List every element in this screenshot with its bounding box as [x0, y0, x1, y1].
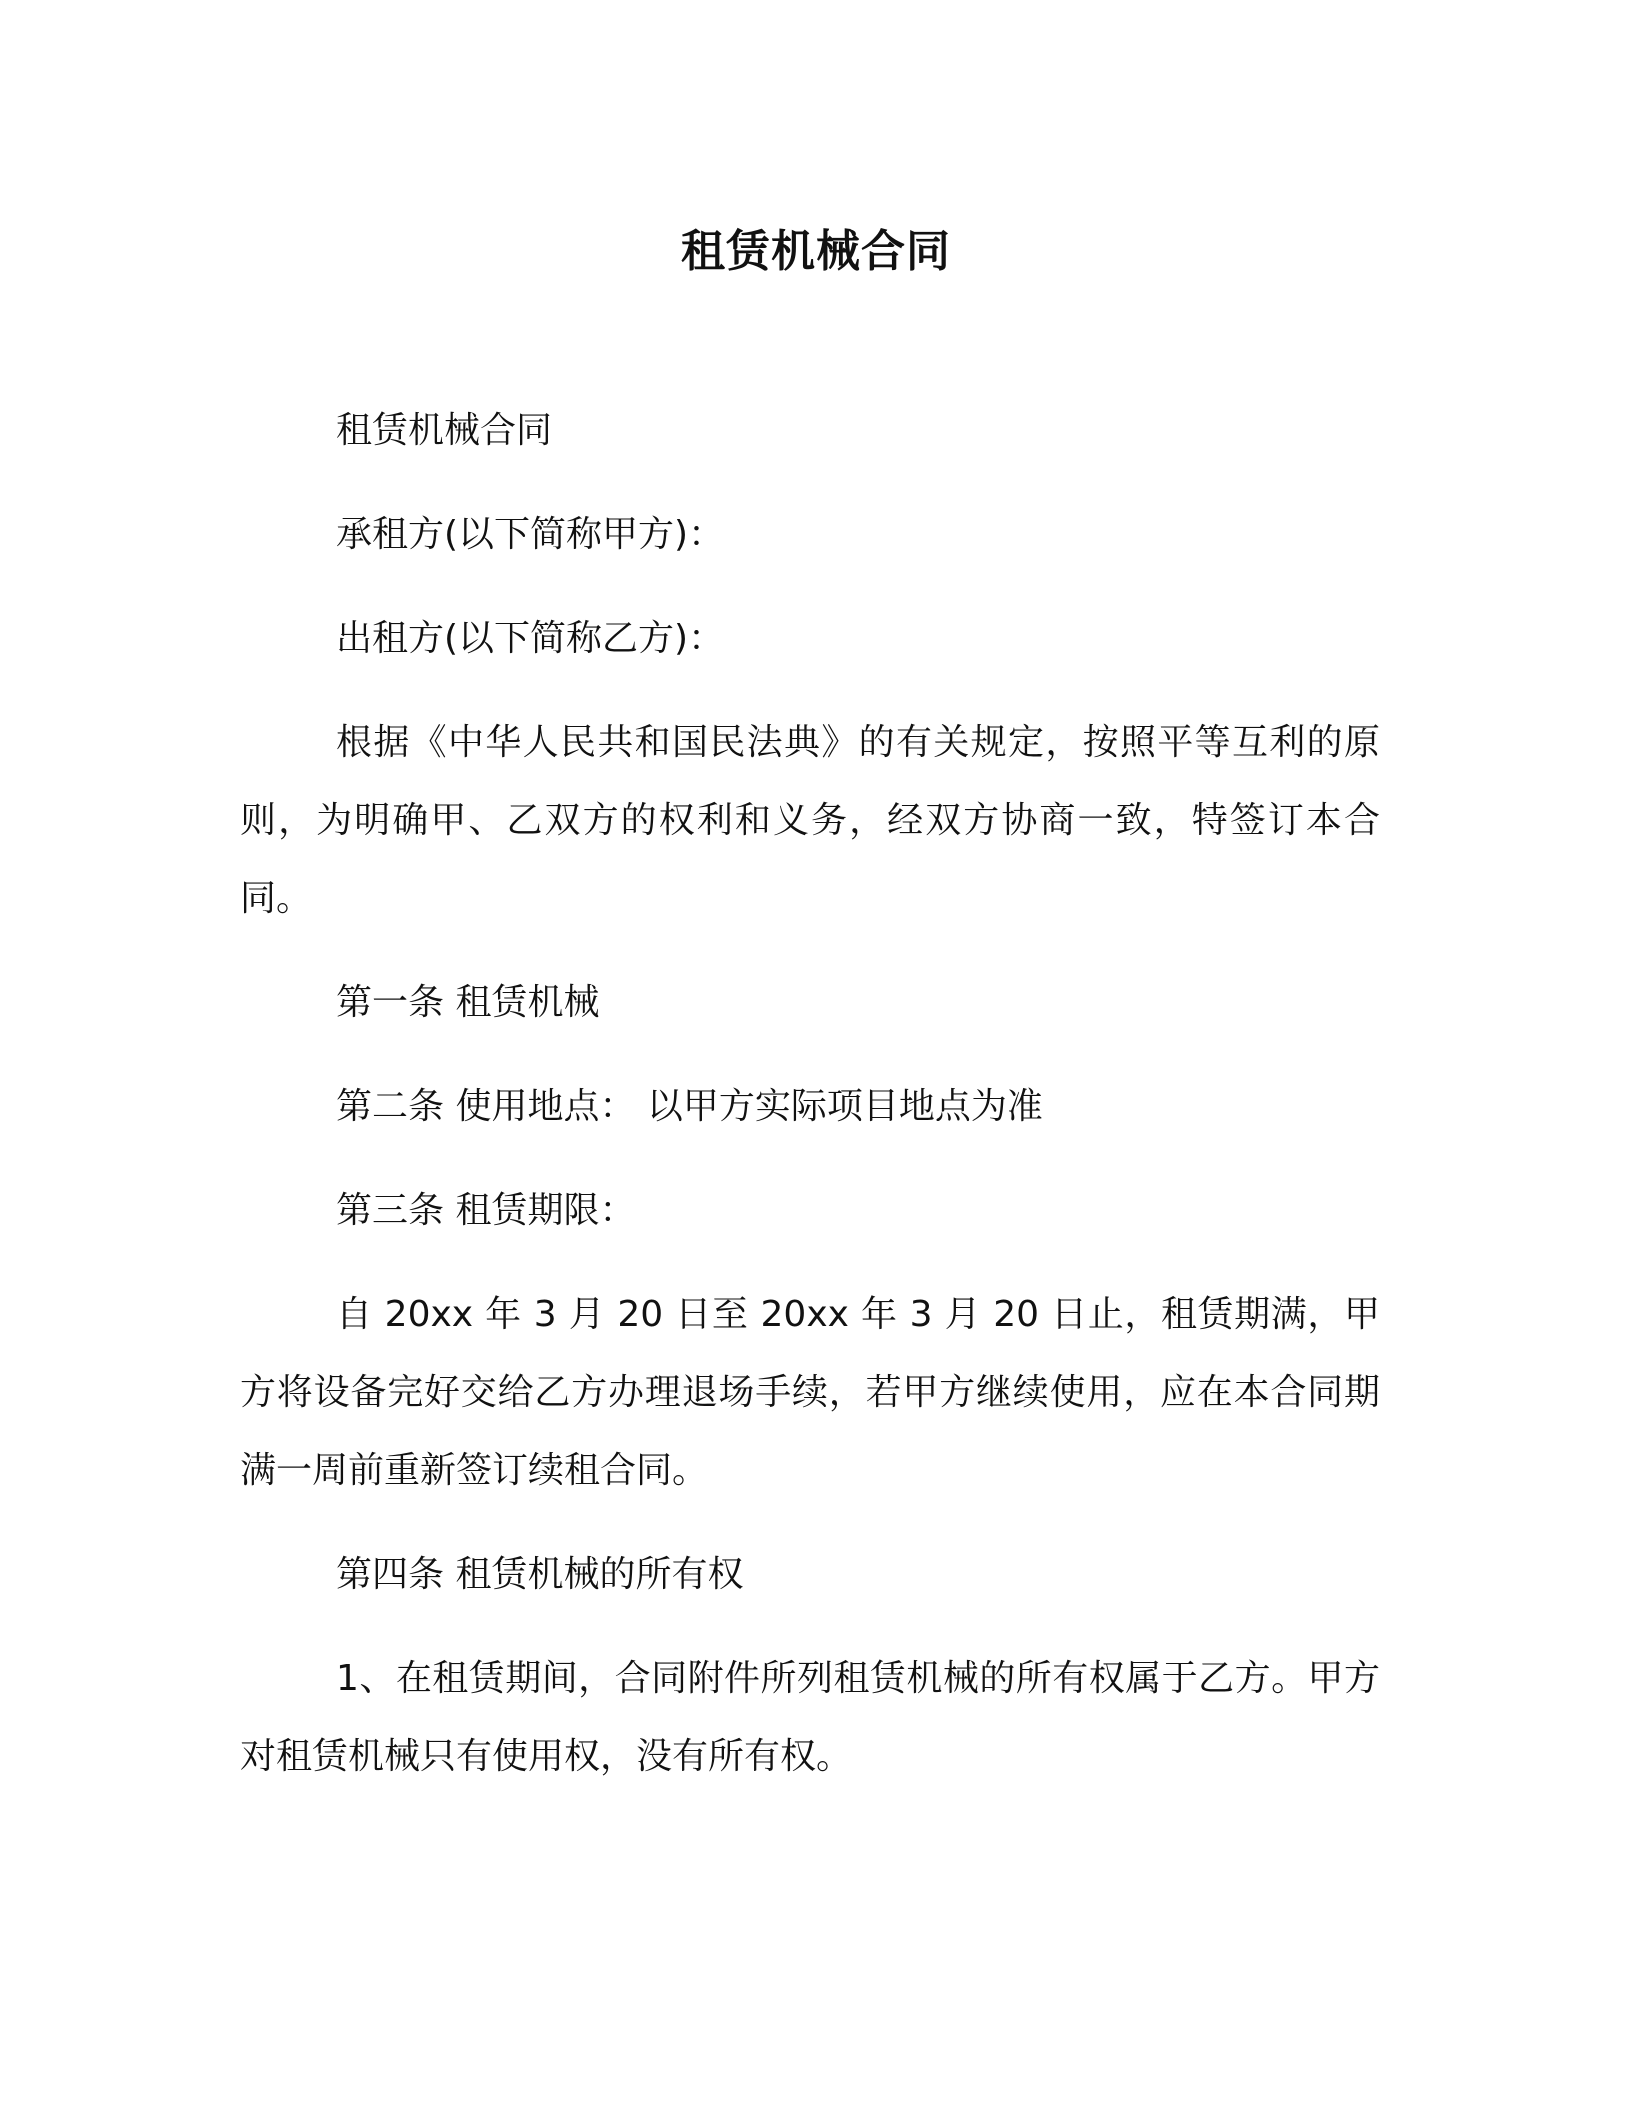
- paragraph-article-1: 第一条 租赁机械: [336, 982, 600, 1023]
- paragraph-contract-name: 租赁机械合同: [336, 410, 553, 451]
- paragraph-ownership-clause: 1、在租赁期间，合同附件所列租赁机械的所有权属于乙方。甲方对租赁机械只有使用权，没有所有权。: [240, 1658, 1380, 1777]
- document-body: [240, 392, 1380, 1822]
- paragraph-lessor: 出租方(以下简称乙方)：: [336, 618, 725, 659]
- document-title: 租赁机械合同: [681, 226, 951, 277]
- paragraph-preamble: 根据《中华人民共和国民法典》的有关规定，按照平等互利的原则，为明确甲、乙双方的权利和义务，经双方协商一致，特签订本合同。: [240, 722, 1380, 919]
- paragraph-article-4: 第四条 租赁机械的所有权: [336, 1554, 744, 1595]
- paragraph-lessee: 承租方(以下简称甲方)：: [336, 514, 725, 555]
- paragraph-article-3: 第三条 租赁期限：: [336, 1190, 636, 1231]
- paragraph-lease-term: 自 20xx 年 3 月 20 日至 20xx 年 3 月 20 日止，租赁期满，甲方将设备完好交给乙方办理退场手续，若甲方继续使用，应在本合同期满一周前重新签订续租合同。: [240, 1294, 1380, 1491]
- paragraph-article-2: 第二条 使用地点： 以甲方实际项目地点为准: [336, 1086, 1043, 1127]
